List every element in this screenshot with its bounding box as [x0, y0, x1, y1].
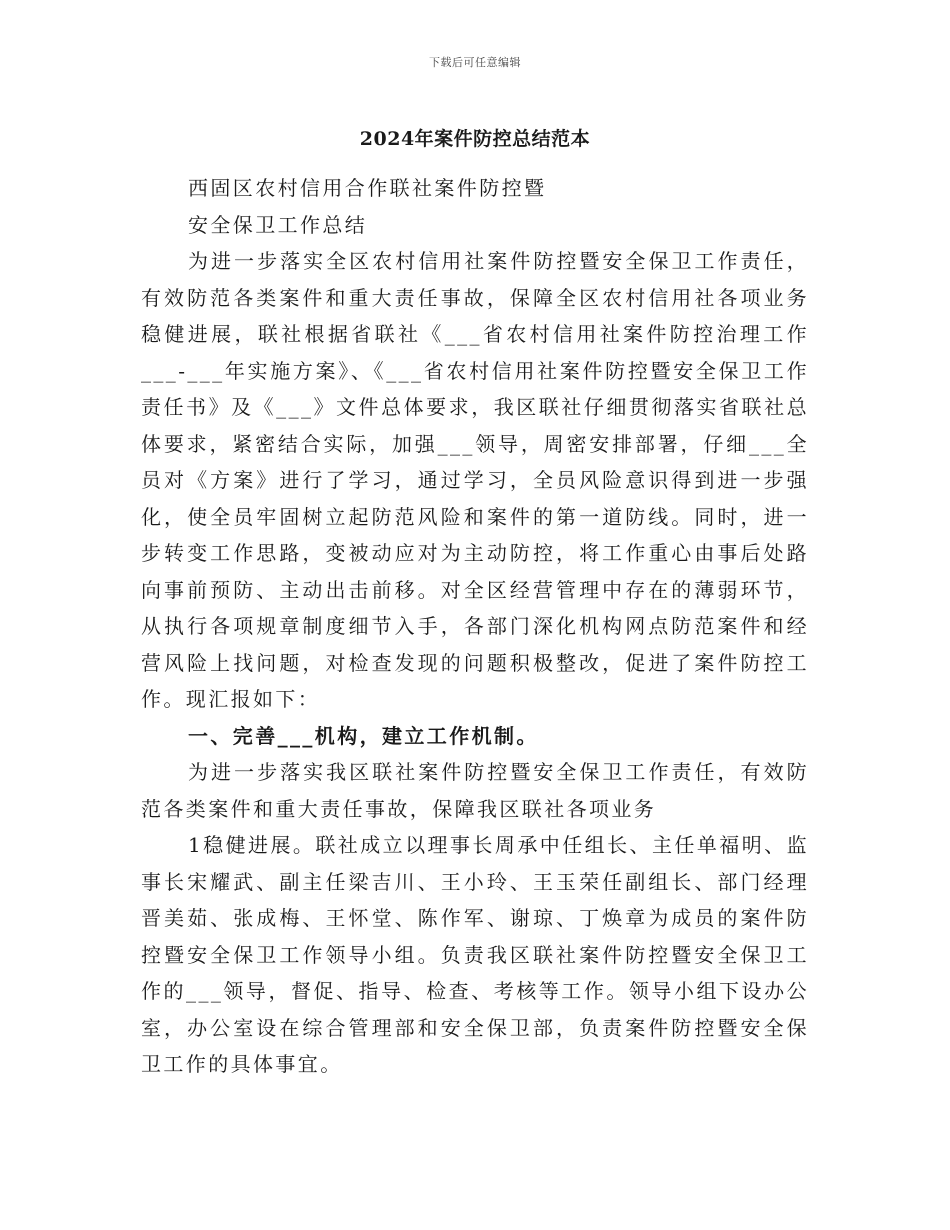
intro-paragraph: 为进一步落实全区农村信用社案件防控暨安全保卫工作责任，有效防范各类案件和重大责任事故，保障全区农村信用社各项业务稳健进展，联社根据省联社《___省农村信用社案件防控治理工作___-___年实施方案》、《___省农村信用社案件防控暨安全保卫工作责任书》及《___》文件总体要求，我区联社仔细贯彻落实省联社总体要求，紧密结合实际，加强___领导，周密安排部署，仔细___全员对《方案》进行了学习，通过学习，全员风险意识得到进一步强化，使全员牢固树立起防范风险和案件的第一道防线。同时，进一步转变工作思路，变被动应对为主动防控，将工作重心由事后处路向事前预防、主动出击前移。对全区经营管理中存在的薄弱环节，从执行各项规章制度细节入手，各部门深化机构网点防范案件和经营风险上找问题，对检查发现的问题积极整改，促进了案件防控工作。现汇报如下：	[141, 249, 809, 711]
document-body	[141, 170, 809, 1083]
section-1-paragraph-1: 为进一步落实我区联社案件防控暨安全保卫工作责任，有效防范各类案件和重大责任事故，保障我区联社各项业务	[141, 760, 809, 821]
header-note: 下载后可任意编辑	[429, 56, 521, 69]
org-line: 西固区农村信用合作联社案件防控暨	[188, 176, 547, 200]
section-heading-1: 一、完善___机构，建立工作机制。	[188, 723, 539, 748]
subtitle-line: 安全保卫工作总结	[188, 212, 368, 237]
section-1-paragraph-2: 1稳健进展。联社成立以理事长周承中任组长、主任单福明、监事长宋耀武、副主任梁吉川、王小玲、王玉荣任副组长、部门经理晋美茹、张成梅、王怀堂、陈作军、谢琼、丁焕章为成员的案件防控暨安全保卫工作领导小组。负责我区联社案件防控暨安全保卫工作的___领导，督促、指导、检查、考核等工作。领导小组下设办公室，办公室设在综合管理部和安全保卫部，负责案件防控暨安全保卫工作的具体事宜。	[141, 833, 809, 1076]
document-title: 2024年案件防控总结范本	[359, 128, 591, 150]
